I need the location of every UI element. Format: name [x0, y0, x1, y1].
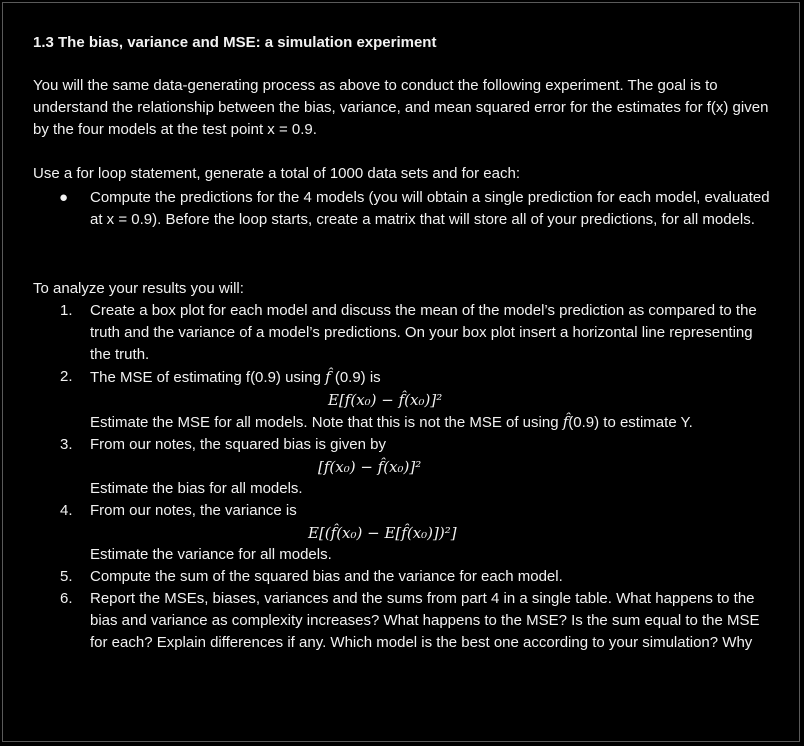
bullet-text: Compute the predictions for the 4 models (you will obtain a single prediction for each model, evaluated at x = 0.9). Before the loop starts, create a matrix that will store all of your predictions, for all models.	[90, 189, 770, 228]
f-hat-symbol: f̂	[562, 413, 569, 431]
item-text: From our notes, the variance is	[90, 502, 297, 519]
document-page	[2, 2, 800, 742]
analysis-steps-list	[33, 300, 773, 654]
item-text: From our notes, the squared bias is given by	[90, 436, 386, 453]
list-item	[33, 434, 773, 500]
item-number: 2.	[60, 368, 73, 385]
list-item	[33, 500, 773, 566]
list-item	[33, 300, 773, 366]
section-heading: 1.3 The bias, variance and MSE: a simulation experiment	[33, 34, 437, 51]
loop-bullet-list	[33, 187, 773, 231]
bullet-icon: ●	[59, 189, 69, 206]
item-text: Compute the sum of the squared bias and the variance for each model.	[90, 568, 563, 585]
item-text-continued: Estimate the MSE for all models. Note that this is not the MSE of using f̂(0.9) to estimate Y.	[90, 413, 693, 431]
list-item	[33, 187, 773, 231]
item-text: The MSE of estimating f(0.9) using f̂ (0.9) is	[90, 368, 381, 386]
mse-equation: E[f(x₀) − f̂(x₀)]²	[328, 391, 443, 409]
item-number: 6.	[60, 590, 73, 607]
f-hat-symbol: f̂	[325, 368, 331, 386]
item-text-continued: Estimate the variance for all models.	[90, 546, 332, 563]
item-number: 4.	[60, 502, 73, 519]
item-text-continued: Estimate the bias for all models.	[90, 480, 303, 497]
item-text: Create a box plot for each model and discuss the mean of the model’s prediction as compared to the truth and the variance of a model’s predictions. On your box plot insert a horizontal line representing the truth.	[90, 302, 757, 363]
list-item	[33, 366, 773, 434]
bias-equation: [f(x₀) − f̂(x₀)]²	[318, 458, 422, 476]
item-text: Report the MSEs, biases, variances and the sums from part 4 in a single table. What happens to the bias and variance as complexity increases? What happens to the MSE? Is the sum equal to the MSE for each? Explain differences if any. Which model is the best one according to your simulation? Why	[90, 590, 760, 651]
item-number: 1.	[60, 302, 73, 319]
variance-equation: E[(f̂(x₀) − E[f̂(x₀)])²]	[308, 524, 457, 542]
item-number: 3.	[60, 436, 73, 453]
intro-paragraph: You will the same data-generating process as above to conduct the following experiment. The goal is to understand the relationship between the bias, variance, and mean squared error for the estimates for f(x) given by the four models at the test point x = 0.9.	[33, 77, 769, 138]
item-number: 5.	[60, 568, 73, 585]
analysis-intro: To analyze your results you will:	[33, 280, 244, 297]
loop-instruction: Use a for loop statement, generate a total of 1000 data sets and for each:	[33, 165, 520, 182]
list-item	[33, 588, 773, 654]
list-item	[33, 566, 773, 588]
